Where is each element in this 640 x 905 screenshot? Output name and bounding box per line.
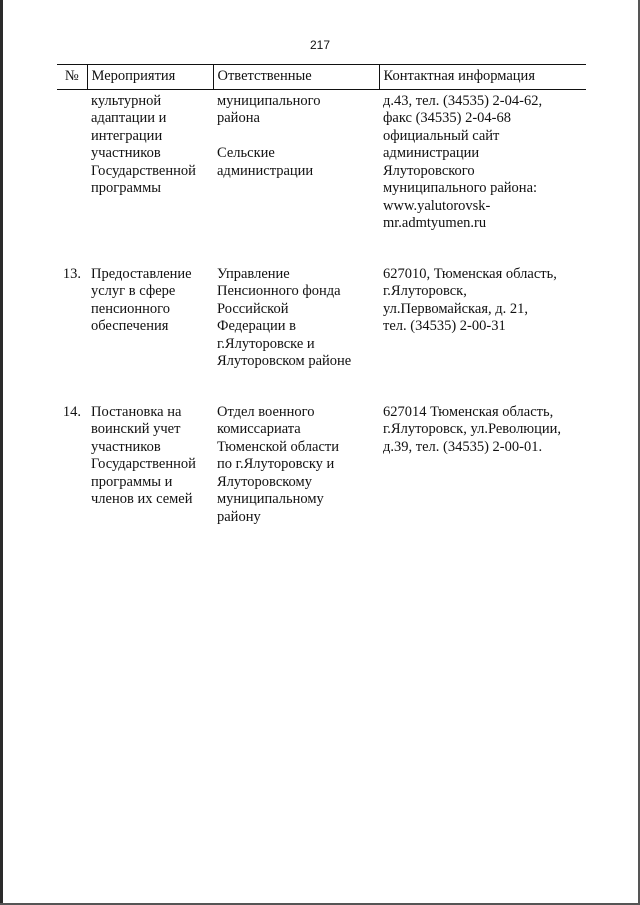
cell-line: муниципального xyxy=(217,92,321,109)
header-responsible: Ответственные xyxy=(213,65,379,90)
contact-cell xyxy=(379,266,586,404)
table-header-row xyxy=(57,65,586,90)
cell-line: Федерации в xyxy=(217,318,296,334)
cell-line: 627010, Тюменская область, xyxy=(383,265,557,282)
cell-line: Государственной xyxy=(91,456,196,472)
cell-line: обеспечения xyxy=(91,318,169,334)
cell-line: г.Ялуторовск, xyxy=(383,283,467,299)
cell-line: Ялуторовском районе xyxy=(217,353,352,369)
cell-line: Постановка на xyxy=(91,403,182,420)
cell-line: тел. (34535) 2-00-31 xyxy=(383,318,506,334)
responsible-cell xyxy=(213,266,379,404)
cell-line: официальный сайт xyxy=(383,127,500,144)
cell-line: г.Ялуторовске и xyxy=(217,335,315,352)
cell-line: Предоставление xyxy=(91,265,192,282)
cell-line: интеграции xyxy=(91,127,163,144)
activity-cell xyxy=(87,266,213,404)
contact-cell xyxy=(379,89,586,266)
header-number: № xyxy=(57,65,87,90)
cell-line: комиссариата xyxy=(217,421,301,437)
cell-line: муниципальному xyxy=(217,491,324,507)
cell-line: Пенсионного фонда xyxy=(217,283,341,299)
cell-line: муниципального района: xyxy=(383,180,538,196)
cell-line: администрации xyxy=(383,145,480,161)
contact-cell xyxy=(379,404,586,527)
cell-line: району xyxy=(217,508,261,525)
scan-edge-left xyxy=(0,0,3,905)
table-row xyxy=(57,89,586,266)
table-header xyxy=(57,65,586,90)
cell-line: воинский учет xyxy=(91,421,181,437)
cell-line: администрации xyxy=(217,162,314,179)
cell-line: www.yalutorovsk- xyxy=(383,197,491,214)
responsible-cell xyxy=(213,89,379,266)
cell-line: г.Ялуторовск, ул.Революции, xyxy=(383,421,562,437)
table-row xyxy=(57,266,586,404)
cell-line: Государственной xyxy=(91,162,196,179)
cell-line: д.39, тел. (34535) 2-00-01. xyxy=(383,438,543,455)
header-contact: Контактная информация xyxy=(379,65,586,90)
row-number: 13. xyxy=(62,265,81,282)
cell-line: Ялуторовскому xyxy=(217,473,312,490)
cell-line: по г.Ялуторовску и xyxy=(217,456,335,472)
row-number: 14. xyxy=(62,403,81,420)
cell-line: Сельские xyxy=(217,145,275,161)
table-body xyxy=(57,89,586,526)
responsible-cell xyxy=(213,404,379,527)
header-activity: Мероприятия xyxy=(87,65,213,90)
table-row xyxy=(57,404,586,527)
cell-line: Ялуторовского xyxy=(383,162,475,179)
cell-line: района xyxy=(217,110,260,126)
cell-line: mr.admtyumen.ru xyxy=(383,215,487,231)
cell-line: Управление xyxy=(217,265,290,282)
cell-line: членов их семей xyxy=(91,491,193,507)
page-number: 217 xyxy=(309,38,331,52)
cell-line: адаптации и xyxy=(91,110,167,126)
cell-line: услуг в сфере xyxy=(91,283,176,299)
cell-line: факс (34535) 2-04-68 xyxy=(383,110,512,126)
blank-line xyxy=(217,128,375,146)
cell-line: 627014 Тюменская область, xyxy=(383,403,554,420)
cell-line: Отдел военного xyxy=(217,403,315,420)
measures-table xyxy=(57,64,586,526)
cell-line: Российской xyxy=(217,300,289,317)
cell-line: Тюменской области xyxy=(217,438,339,455)
cell-line: программы xyxy=(91,180,161,196)
cell-line: программы и xyxy=(91,473,173,490)
activity-cell xyxy=(87,404,213,527)
cell-line: пенсионного xyxy=(91,300,171,317)
row-number xyxy=(57,89,87,266)
cell-line: участников xyxy=(91,438,161,455)
cell-line: участников xyxy=(91,145,161,161)
cell-line: д.43, тел. (34535) 2-04-62, xyxy=(383,92,543,109)
cell-line: ул.Первомайская, д. 21, xyxy=(383,300,528,317)
activity-cell xyxy=(87,89,213,266)
cell-line: культурной xyxy=(91,92,162,109)
